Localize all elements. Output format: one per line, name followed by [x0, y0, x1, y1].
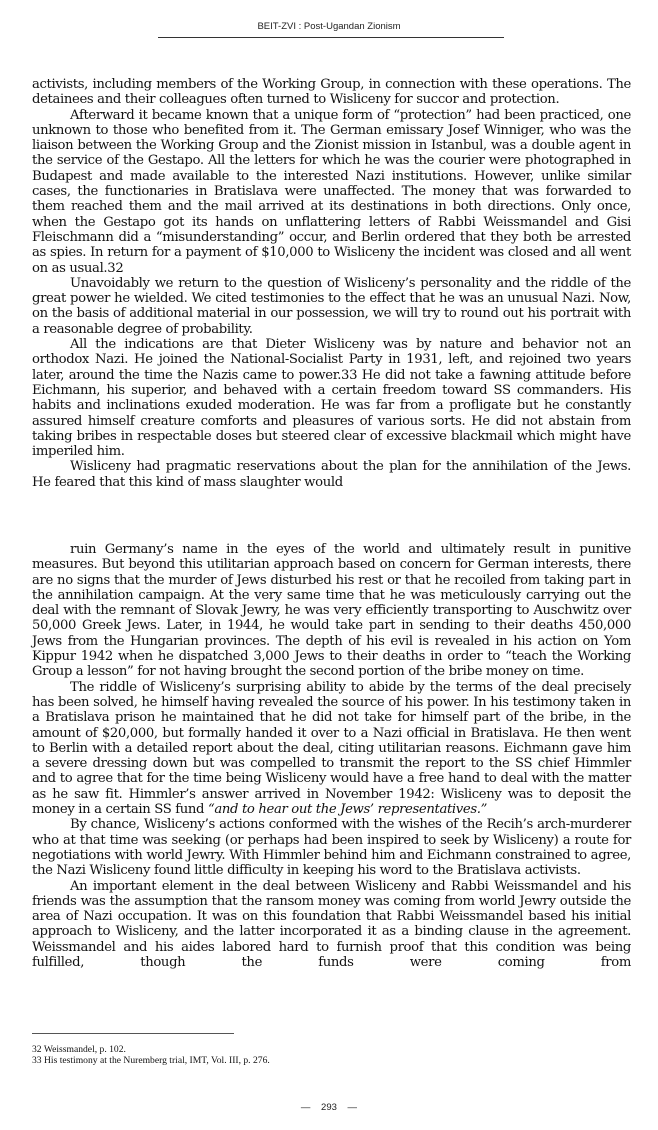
body-text-lower	[32, 542, 631, 970]
italic-quote: “and to hear out the Jews’ representatives.”	[207, 802, 488, 818]
footnote-rule	[32, 1033, 234, 1034]
paragraph: Wisliceny had pragmatic reservations about the plan for the annihilation of the Jews. He feared that this kind of mass slaughter would	[32, 459, 631, 490]
page-number: — 293 —	[300, 1102, 358, 1113]
body-text-upper	[32, 77, 631, 490]
paragraph: All the indications are that Dieter Wisliceny was by nature and behavior not an orthodox Nazi. He joined the National-Socialist Party in 1931, left, and rejoined two years later, around the time the Nazis came to power.33 He did not take a fawning attitude before Eichmann, his superior, and behaved with a certain freedom toward SS commanders. His habits and inclinations exuded moderation. He was far from a profligate but he constantly assured himself creature comforts and pleasures of various sorts. He did not abstain from taking bribes in respectable doses but steered clear of excessive blackmail which might have imperiled him.	[32, 337, 631, 460]
header-rule	[158, 37, 504, 38]
paragraph: Unavoidably we return to the question of Wisliceny’s personality and the riddle of the great power he wielded. We cited testimonies to the effect that he was an unusual Nazi. Now, on the basis of additional material in our possession, we will try to round out his portrait with a reasonable degree of probability.	[32, 275, 631, 337]
paragraph-text: The riddle of Wisliceny’s surprising ability to abide by the terms of the deal precisely has been solved, he himself having revealed the source of his power. In his testimony taken in a Bratislava prison he maintained that he did not take for himself part of the bribe, in the amount of $20,000, but formally handed it over to a Nazi official in Bratislava. He then went to Berlin with a detailed report about the deal, citing utilitarian reasons. Eichmann gave him a severe dressing down but was compelled to transmit the report to the SS chief Himmler and to agree that for the time being Wisliceny would have a free hand to deal with the matter as he saw fit. Himmler’s answer arrived in November 1942: Wisliceny was to deposit the money in a certain SS fund	[32, 679, 631, 818]
running-header-title: BEIT-ZVI : Post-Ugandan Zionism	[257, 21, 401, 32]
paragraph: activists, including members of the Working Group, in connection with these operations. The detainees and their colleagues often turned to Wisliceny for succor and protection.	[32, 77, 631, 108]
paragraph: Afterward it became known that a unique form of “protection” had been practiced, one unknown to those who benefited from it. The German emissary Josef Winniger, who was the liaison between the Working Group and the Zionist mission in Istanbul, was a double agent in the service of the Gestapo. All the letters for which he was the courier were photographed in Budapest and made available to the interested Nazi institutions. However, unlike similar cases, the functionaries in Bratislava were unaffected. The money that was forwarded to them reached them and the mail arrived at its destinations in both directions. Only once, when the Gestapo got its hands on unflattering letters of Rabbi Weissmandel and Gisi Fleischmann did a “misunderstanding” occur, and Berlin ordered that they both be arrested as spies. In return for a payment of $10,000 to Wisliceny the incident was closed and all went on as usual.32	[32, 107, 631, 276]
paragraph: By chance, Wisliceny’s actions conformed with the wishes of the Recih’s arch-murderer who at that time was seeking (or perhaps had been inspired to seek by Wisliceny) a route for negotiations with world Jewry. With Himmler behind him and Eichmann constrained to agree, the Nazi Wisliceny found little difficulty in keeping his word to the Bratislava activists.	[32, 817, 631, 879]
paragraph	[32, 680, 631, 818]
footnotes	[32, 1044, 532, 1066]
footnote-33: 33 His testimony at the Nuremberg trial, IMT, Vol. III, p. 276.	[32, 1055, 270, 1066]
footnote-32: 32 Weissmandel, p. 102.	[32, 1044, 126, 1055]
paragraph: An important element in the deal between Wisliceny and Rabbi Weissmandel and his friends was the assumption that the ransom money was coming from world Jewry outside the area of Nazi occupation. It was on this foundation that Rabbi Weissmandel based his initial approach to Wisliceny, and the latter incorporated it as a binding clause in the agreement. Weissmandel and his aides labored hard to furnish proof that this condition was being fulfilled, though the funds were coming from	[32, 878, 631, 971]
paragraph: ruin Germany’s name in the eyes of the world and ultimately result in punitive measures. But beyond this utilitarian approach based on concern for German interests, there are no signs that the murder of Jews disturbed his rest or that he recoiled from taking part in the annihilation campaign. At the very same time that he was meticulously carrying out the deal with the remnant of Slovak Jewry, he was very efficiently transporting to Auschwitz over 50,000 Greek Jews. Later, in 1944, he would take part in sending to their deaths 450,000 Jews from the Hungarian provinces. The depth of his evil is revealed in his action on Yom Kippur 1942 when he dispatched 3,000 Jews to their deaths in order to “teach the Working Group a lesson” for not having brought the second portion of the bribe money on time.	[32, 542, 631, 680]
